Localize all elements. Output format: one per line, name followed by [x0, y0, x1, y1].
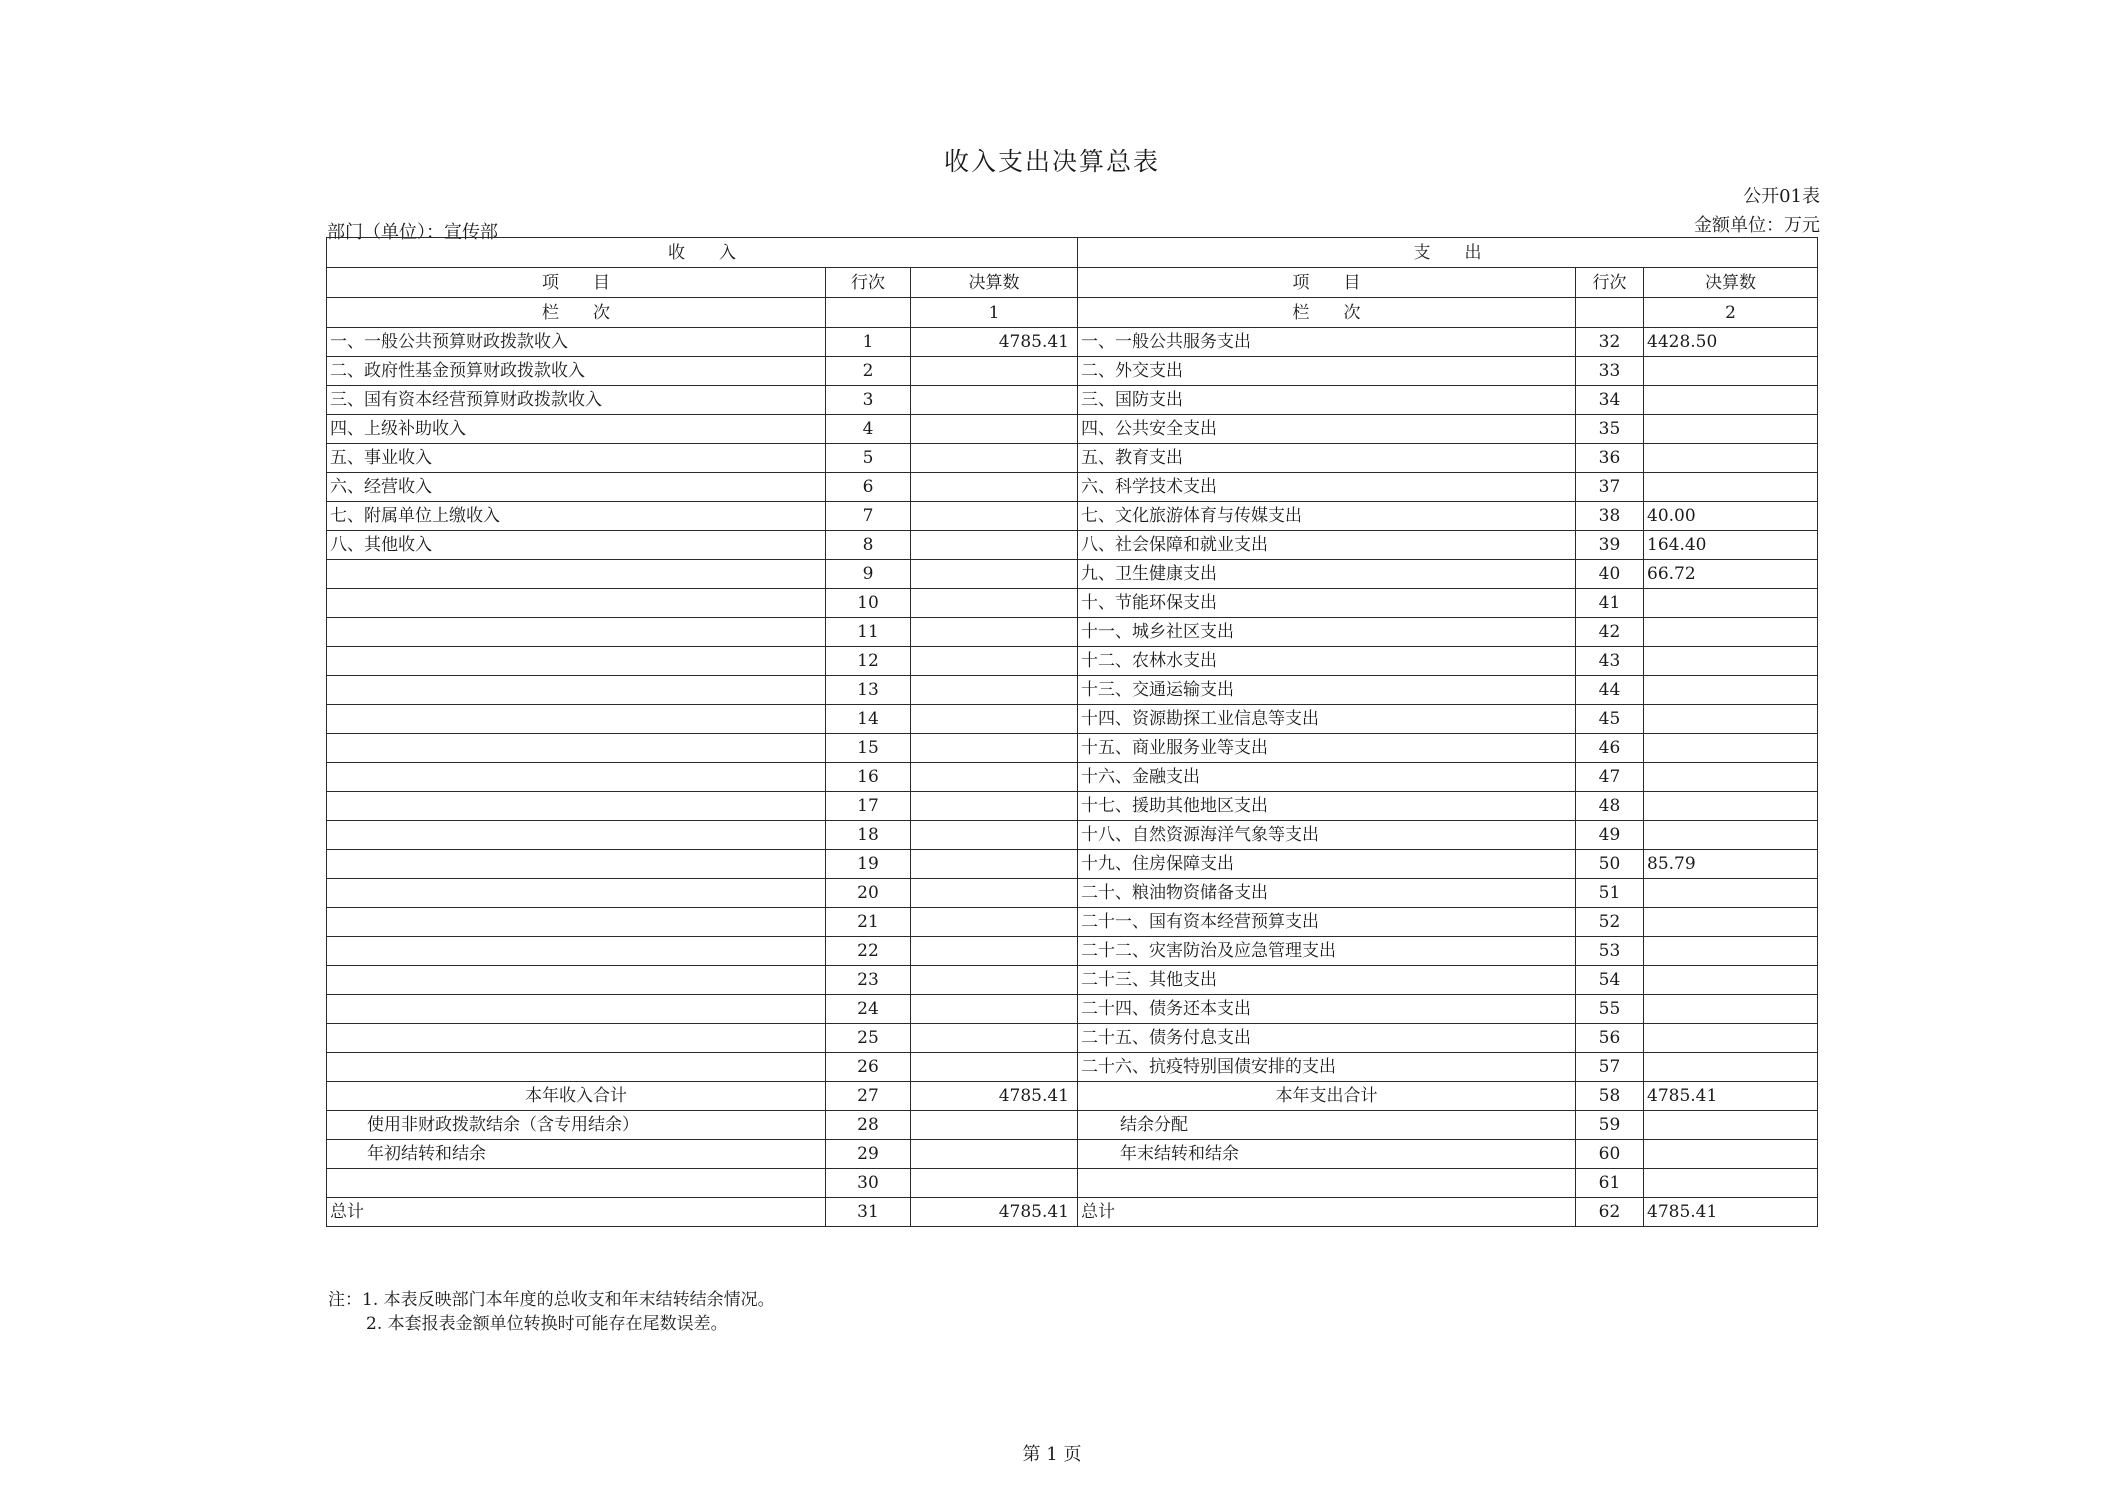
expense-blank-no: 61 — [1576, 1169, 1644, 1198]
income-amount — [911, 618, 1078, 647]
expense-amount — [1644, 618, 1818, 647]
expense-row-no: 44 — [1576, 676, 1644, 705]
income-item — [327, 560, 826, 589]
income-begin-amount — [911, 1140, 1078, 1169]
expense-grand-total-amount: 4785.41 — [1644, 1198, 1818, 1227]
income-row-no: 3 — [826, 386, 911, 415]
income-amount — [911, 676, 1078, 705]
income-item: 五、事业收入 — [327, 444, 826, 473]
expense-row-no: 34 — [1576, 386, 1644, 415]
expense-amount-header: 决算数 — [1644, 268, 1818, 298]
expense-amount — [1644, 705, 1818, 734]
income-row-no: 15 — [826, 734, 911, 763]
income-row-no: 22 — [826, 937, 911, 966]
expense-header: 支 出 — [1078, 238, 1818, 268]
income-row-no: 24 — [826, 995, 911, 1024]
income-year-total-no: 27 — [826, 1082, 911, 1111]
income-amount — [911, 647, 1078, 676]
expense-item: 二十六、抗疫特别国债安排的支出 — [1078, 1053, 1576, 1082]
expense-blank-label — [1078, 1169, 1576, 1198]
expense-amount — [1644, 734, 1818, 763]
table-row — [327, 1053, 1818, 1082]
income-item — [327, 647, 826, 676]
income-item — [327, 995, 826, 1024]
table-notes — [328, 1288, 775, 1336]
income-amount — [911, 908, 1078, 937]
expense-amount — [1644, 966, 1818, 995]
expense-row-no: 43 — [1576, 647, 1644, 676]
income-row-no: 4 — [826, 415, 911, 444]
income-row-no: 11 — [826, 618, 911, 647]
expense-row-no: 50 — [1576, 850, 1644, 879]
table-row — [327, 908, 1818, 937]
expense-surplus-no: 59 — [1576, 1111, 1644, 1140]
income-year-total-amount: 4785.41 — [911, 1082, 1078, 1111]
expense-item: 二十二、灾害防治及应急管理支出 — [1078, 937, 1576, 966]
expense-item: 十八、自然资源海洋气象等支出 — [1078, 821, 1576, 850]
table-row — [327, 473, 1818, 502]
expense-item: 十五、商业服务业等支出 — [1078, 734, 1576, 763]
nonfiscal-row — [327, 1111, 1818, 1140]
income-nonfiscal-no: 28 — [826, 1111, 911, 1140]
income-nonfiscal-label: 使用非财政拨款结余（含专用结余） — [327, 1111, 826, 1140]
table-row — [327, 850, 1818, 879]
expense-item: 七、文化旅游体育与传媒支出 — [1078, 502, 1576, 531]
expense-amount — [1644, 1024, 1818, 1053]
expense-item: 十九、住房保障支出 — [1078, 850, 1576, 879]
expense-end-label: 年末结转和结余 — [1078, 1140, 1576, 1169]
income-item-header: 项 目 — [327, 268, 826, 298]
expense-grand-total-no: 62 — [1576, 1198, 1644, 1227]
income-item — [327, 763, 826, 792]
expense-row-no: 52 — [1576, 908, 1644, 937]
table-row — [327, 995, 1818, 1024]
income-blank-label — [327, 1169, 826, 1198]
expense-year-total-no: 58 — [1576, 1082, 1644, 1111]
table-row — [327, 763, 1818, 792]
income-row-no: 20 — [826, 879, 911, 908]
table-row — [327, 386, 1818, 415]
expense-row-no: 49 — [1576, 821, 1644, 850]
expense-amount — [1644, 589, 1818, 618]
income-item — [327, 618, 826, 647]
income-amount — [911, 995, 1078, 1024]
income-grand-total-label: 总计 — [327, 1198, 826, 1227]
income-item — [327, 589, 826, 618]
income-item — [327, 937, 826, 966]
income-row-no: 5 — [826, 444, 911, 473]
expense-row-no: 54 — [1576, 966, 1644, 995]
income-amount — [911, 1024, 1078, 1053]
income-item — [327, 1024, 826, 1053]
table-row — [327, 589, 1818, 618]
table-row — [327, 357, 1818, 386]
expense-amount — [1644, 386, 1818, 415]
income-item — [327, 1053, 826, 1082]
expense-column-index: 2 — [1644, 298, 1818, 328]
income-amount — [911, 589, 1078, 618]
department-label: 部门（单位）：宣传部 — [327, 222, 498, 243]
income-item: 二、政府性基金预算财政拨款收入 — [327, 357, 826, 386]
income-item: 三、国有资本经营预算财政拨款收入 — [327, 386, 826, 415]
income-row-no: 21 — [826, 908, 911, 937]
expense-item: 二十四、债务还本支出 — [1078, 995, 1576, 1024]
expense-row-no: 35 — [1576, 415, 1644, 444]
expense-year-total-label: 本年支出合计 — [1078, 1082, 1576, 1111]
income-row-no: 16 — [826, 763, 911, 792]
income-blank-amount — [911, 1169, 1078, 1198]
page-number: 第 1 页 — [1022, 1444, 1082, 1465]
table-row — [327, 734, 1818, 763]
table-row — [327, 821, 1818, 850]
expense-amount: 85.79 — [1644, 850, 1818, 879]
expense-row-no: 38 — [1576, 502, 1644, 531]
income-nonfiscal-amount — [911, 1111, 1078, 1140]
table-row — [327, 328, 1818, 357]
expense-item: 十六、金融支出 — [1078, 763, 1576, 792]
income-row-no: 18 — [826, 821, 911, 850]
expense-surplus-label: 结余分配 — [1078, 1111, 1576, 1140]
income-amount: 4785.41 — [911, 328, 1078, 357]
expense-row-no: 47 — [1576, 763, 1644, 792]
note-line-1: 注：1. 本表反映部门本年度的总收支和年末结转结余情况。 — [328, 1290, 775, 1310]
income-item — [327, 676, 826, 705]
table-row — [327, 879, 1818, 908]
income-amount — [911, 763, 1078, 792]
income-blank-no: 30 — [826, 1169, 911, 1198]
expense-item: 十、节能环保支出 — [1078, 589, 1576, 618]
income-row-no: 14 — [826, 705, 911, 734]
income-row-no: 26 — [826, 1053, 911, 1082]
income-amount — [911, 502, 1078, 531]
expense-item: 九、卫生健康支出 — [1078, 560, 1576, 589]
expense-item-header: 项 目 — [1078, 268, 1576, 298]
income-amount-header: 决算数 — [911, 268, 1078, 298]
income-amount — [911, 705, 1078, 734]
expense-end-no: 60 — [1576, 1140, 1644, 1169]
table-row — [327, 531, 1818, 560]
table-row — [327, 1024, 1818, 1053]
expense-amount — [1644, 357, 1818, 386]
income-rowno-header: 行次 — [826, 268, 911, 298]
expense-row-no: 37 — [1576, 473, 1644, 502]
income-amount — [911, 879, 1078, 908]
expense-blank-amount — [1644, 1169, 1818, 1198]
expense-item: 二十、粮油物资储备支出 — [1078, 879, 1576, 908]
income-row-no: 1 — [826, 328, 911, 357]
expense-item: 八、社会保障和就业支出 — [1078, 531, 1576, 560]
expense-item: 十四、资源勘探工业信息等支出 — [1078, 705, 1576, 734]
blank-total-row — [327, 1169, 1818, 1198]
table-row — [327, 676, 1818, 705]
expense-grand-total-label: 总计 — [1078, 1198, 1576, 1227]
note-line-2: 2. 本套报表金额单位转换时可能存在尾数误差。 — [366, 1314, 728, 1334]
expense-row-no: 33 — [1576, 357, 1644, 386]
expense-amount — [1644, 908, 1818, 937]
expense-row-no: 40 — [1576, 560, 1644, 589]
income-item — [327, 792, 826, 821]
expense-item: 二、外交支出 — [1078, 357, 1576, 386]
income-item — [327, 705, 826, 734]
expense-row-no: 51 — [1576, 879, 1644, 908]
income-row-no: 12 — [826, 647, 911, 676]
income-item: 四、上级补助收入 — [327, 415, 826, 444]
income-amount — [911, 444, 1078, 473]
income-amount — [911, 850, 1078, 879]
income-amount — [911, 937, 1078, 966]
expense-amount — [1644, 444, 1818, 473]
income-row-no: 10 — [826, 589, 911, 618]
expense-row-no: 41 — [1576, 589, 1644, 618]
expense-item: 二十五、债务付息支出 — [1078, 1024, 1576, 1053]
expense-item: 二十三、其他支出 — [1078, 966, 1576, 995]
expense-amount: 66.72 — [1644, 560, 1818, 589]
table-row — [327, 618, 1818, 647]
income-amount — [911, 415, 1078, 444]
form-code: 公开01表 — [1743, 186, 1820, 207]
income-amount — [911, 560, 1078, 589]
income-row-no: 23 — [826, 966, 911, 995]
expense-row-no: 56 — [1576, 1024, 1644, 1053]
income-row-no: 2 — [826, 357, 911, 386]
expense-item: 一、一般公共服务支出 — [1078, 328, 1576, 357]
expense-amount — [1644, 473, 1818, 502]
income-amount — [911, 734, 1078, 763]
expense-amount — [1644, 676, 1818, 705]
expense-row-no: 39 — [1576, 531, 1644, 560]
expense-column-label: 栏 次 — [1078, 298, 1576, 328]
income-item — [327, 908, 826, 937]
income-row-no: 25 — [826, 1024, 911, 1053]
income-amount — [911, 792, 1078, 821]
expense-amount — [1644, 647, 1818, 676]
expense-row-no: 57 — [1576, 1053, 1644, 1082]
expense-amount — [1644, 937, 1818, 966]
expense-row-no: 53 — [1576, 937, 1644, 966]
expense-year-total-amount: 4785.41 — [1644, 1082, 1818, 1111]
income-begin-no: 29 — [826, 1140, 911, 1169]
expense-amount — [1644, 995, 1818, 1024]
expense-item: 三、国防支出 — [1078, 386, 1576, 415]
expense-row-no: 36 — [1576, 444, 1644, 473]
income-header: 收 入 — [327, 238, 1078, 268]
column-header-row — [327, 268, 1818, 298]
table-row — [327, 502, 1818, 531]
table-row — [327, 444, 1818, 473]
income-expense-table — [326, 237, 1818, 1227]
page-title: 收入支出决算总表 — [943, 147, 1160, 176]
income-item: 六、经营收入 — [327, 473, 826, 502]
expense-row-no: 48 — [1576, 792, 1644, 821]
table-row — [327, 647, 1818, 676]
income-item: 一、一般公共预算财政拨款收入 — [327, 328, 826, 357]
income-column-blank — [826, 298, 911, 328]
income-column-index: 1 — [911, 298, 1078, 328]
expense-amount — [1644, 821, 1818, 850]
income-begin-label: 年初结转和结余 — [327, 1140, 826, 1169]
expense-row-no: 46 — [1576, 734, 1644, 763]
income-grand-total-amount: 4785.41 — [911, 1198, 1078, 1227]
income-amount — [911, 821, 1078, 850]
income-item — [327, 879, 826, 908]
expense-item: 六、科学技术支出 — [1078, 473, 1576, 502]
income-amount — [911, 966, 1078, 995]
income-item — [327, 734, 826, 763]
expense-end-amount — [1644, 1140, 1818, 1169]
expense-amount — [1644, 792, 1818, 821]
income-grand-total-no: 31 — [826, 1198, 911, 1227]
income-item: 七、附属单位上缴收入 — [327, 502, 826, 531]
expense-amount: 40.00 — [1644, 502, 1818, 531]
income-year-total-label: 本年收入合计 — [327, 1082, 826, 1111]
carryover-row — [327, 1140, 1818, 1169]
expense-item: 五、教育支出 — [1078, 444, 1576, 473]
expense-row-no: 45 — [1576, 705, 1644, 734]
income-amount — [911, 357, 1078, 386]
expense-amount: 4428.50 — [1644, 328, 1818, 357]
expense-row-no: 32 — [1576, 328, 1644, 357]
income-item: 八、其他收入 — [327, 531, 826, 560]
expense-item: 二十一、国有资本经营预算支出 — [1078, 908, 1576, 937]
expense-amount — [1644, 879, 1818, 908]
grand-total-row — [327, 1198, 1818, 1227]
income-row-no: 17 — [826, 792, 911, 821]
expense-column-blank — [1576, 298, 1644, 328]
expense-item: 四、公共安全支出 — [1078, 415, 1576, 444]
income-amount — [911, 1053, 1078, 1082]
income-row-no: 8 — [826, 531, 911, 560]
column-index-row — [327, 298, 1818, 328]
expense-row-no: 42 — [1576, 618, 1644, 647]
income-column-label: 栏 次 — [327, 298, 826, 328]
table-row — [327, 705, 1818, 734]
income-item — [327, 850, 826, 879]
amount-unit: 金额单位：万元 — [1694, 215, 1820, 236]
income-amount — [911, 531, 1078, 560]
table-row — [327, 937, 1818, 966]
income-amount — [911, 386, 1078, 415]
expense-amount: 164.40 — [1644, 531, 1818, 560]
income-row-no: 7 — [826, 502, 911, 531]
expense-surplus-amount — [1644, 1111, 1818, 1140]
section-header-row — [327, 238, 1818, 268]
income-amount — [911, 473, 1078, 502]
year-total-row — [327, 1082, 1818, 1111]
table-row — [327, 415, 1818, 444]
income-row-no: 13 — [826, 676, 911, 705]
income-row-no: 6 — [826, 473, 911, 502]
expense-item: 十七、援助其他地区支出 — [1078, 792, 1576, 821]
expense-amount — [1644, 415, 1818, 444]
income-row-no: 9 — [826, 560, 911, 589]
expense-row-no: 55 — [1576, 995, 1644, 1024]
expense-rowno-header: 行次 — [1576, 268, 1644, 298]
expense-amount — [1644, 1053, 1818, 1082]
table-row — [327, 792, 1818, 821]
expense-item: 十三、交通运输支出 — [1078, 676, 1576, 705]
expense-amount — [1644, 763, 1818, 792]
expense-item: 十二、农林水支出 — [1078, 647, 1576, 676]
income-item — [327, 821, 826, 850]
expense-item: 十一、城乡社区支出 — [1078, 618, 1576, 647]
income-row-no: 19 — [826, 850, 911, 879]
income-item — [327, 966, 826, 995]
table-row — [327, 560, 1818, 589]
table-row — [327, 966, 1818, 995]
